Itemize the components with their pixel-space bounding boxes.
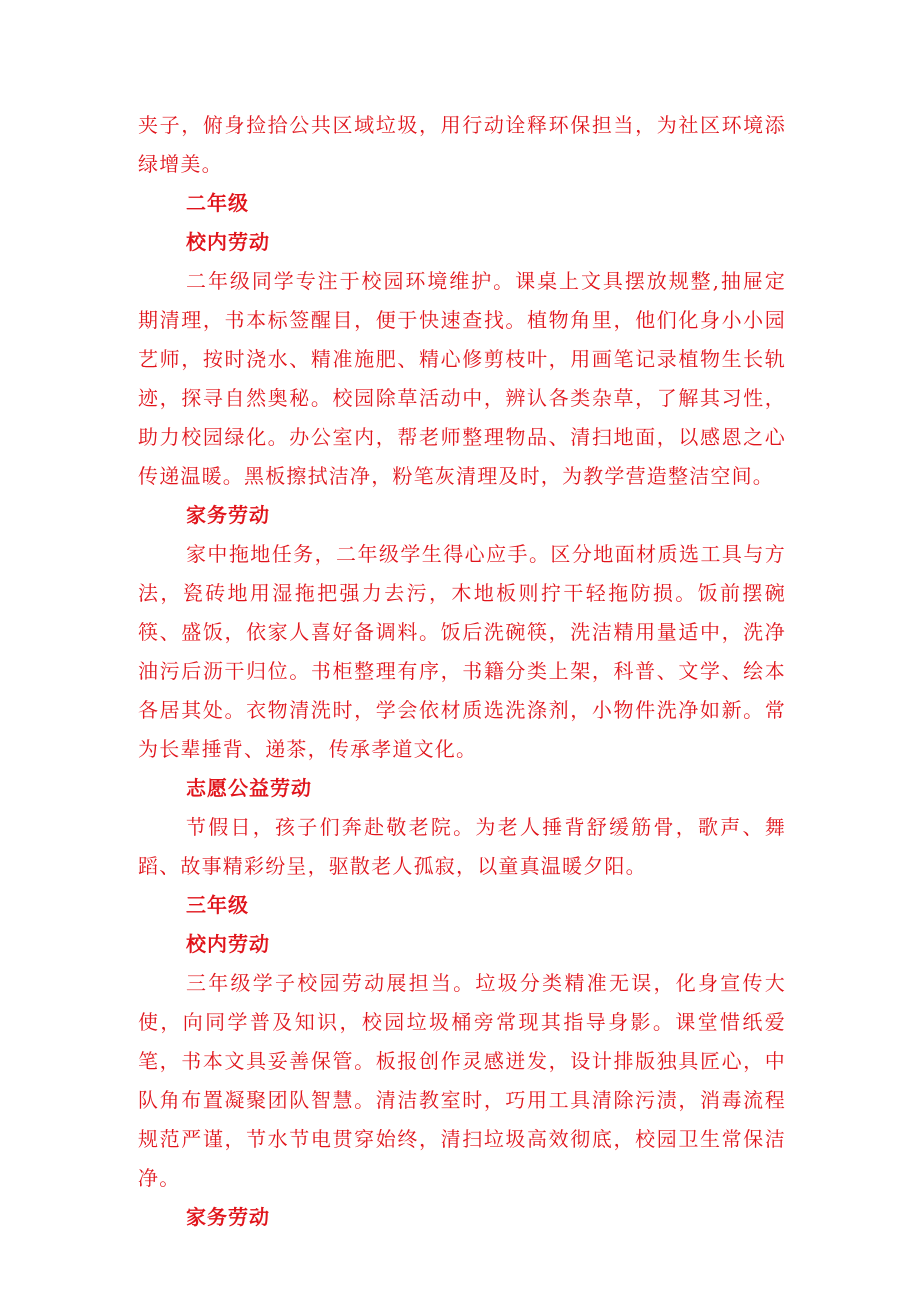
grade-2-volunteer-paragraph: 节假日，孩子们奔赴敬老院。为老人捶背舒缓筋骨，歌声、舞蹈、故事精彩纷呈，驱散老人孤寂，以童真温暖夕阳。 <box>138 815 786 878</box>
grade-2-housework-heading: 家务劳动 <box>186 503 270 527</box>
grade-2-heading: 二年级 <box>186 191 249 215</box>
grade-2-school-labor-heading: 校内劳动 <box>186 230 270 254</box>
grade-3-school-labor-heading: 校内劳动 <box>186 932 270 956</box>
grade-2-school-labor-paragraph: 二年级同学专注于校园环境维护。课桌上文具摆放规整,抽屉定期清理，书本标签醒目，便于快速查找。植物角里，他们化身小小园艺师，按时浇水、精准施肥、精心修剪枝叶，用画笔记录植物生长轨迹，探寻自然奥秘。校园除草活动中，辨认各类杂草，了解其习性，助力校园绿化。办公室内，帮老师整理物品、清扫地面，以感恩之心传递温暖。黑板擦拭洁净，粉笔灰清理及时，为教学营造整洁空间。 <box>138 269 786 488</box>
grade-3-housework-heading: 家务劳动 <box>186 1205 270 1229</box>
grade-3-heading: 三年级 <box>186 893 249 917</box>
document-body <box>138 106 786 1237</box>
intro-paragraph: 夹子，俯身捡拾公共区域垃圾，用行动诠释环保担当，为社区环境添绿增美。 <box>138 113 786 176</box>
grade-2-housework-paragraph: 家中拖地任务，二年级学生得心应手。区分地面材质选工具与方法，瓷砖地用湿拖把强力去污，木地板则拧干轻拖防损。饭前摆碗筷、盛饭，依家人喜好备调料。饭后洗碗筷，洗洁精用量适中，洗净油污后沥干归位。书柜整理有序，书籍分类上架，科普、文学、绘本各居其处。衣物清洗时，学会依材质选洗涤剂，小物件洗净如新。常为长辈捶背、递茶，传承孝道文化。 <box>138 542 786 761</box>
grade-2-volunteer-heading: 志愿公益劳动 <box>186 776 312 800</box>
grade-3-school-labor-paragraph: 三年级学子校园劳动展担当。垃圾分类精准无误，化身宣传大使，向同学普及知识，校园垃圾桶旁常现其指导身影。课堂惜纸爱笔，书本文具妥善保管。板报创作灵感迸发，设计排版独具匠心，中队角布置凝聚团队智慧。清洁教室时，巧用工具清除污渍，消毒流程规范严谨，节水节电贯穿始终，清扫垃圾高效彻底，校园卫生常保洁净。 <box>138 971 786 1190</box>
